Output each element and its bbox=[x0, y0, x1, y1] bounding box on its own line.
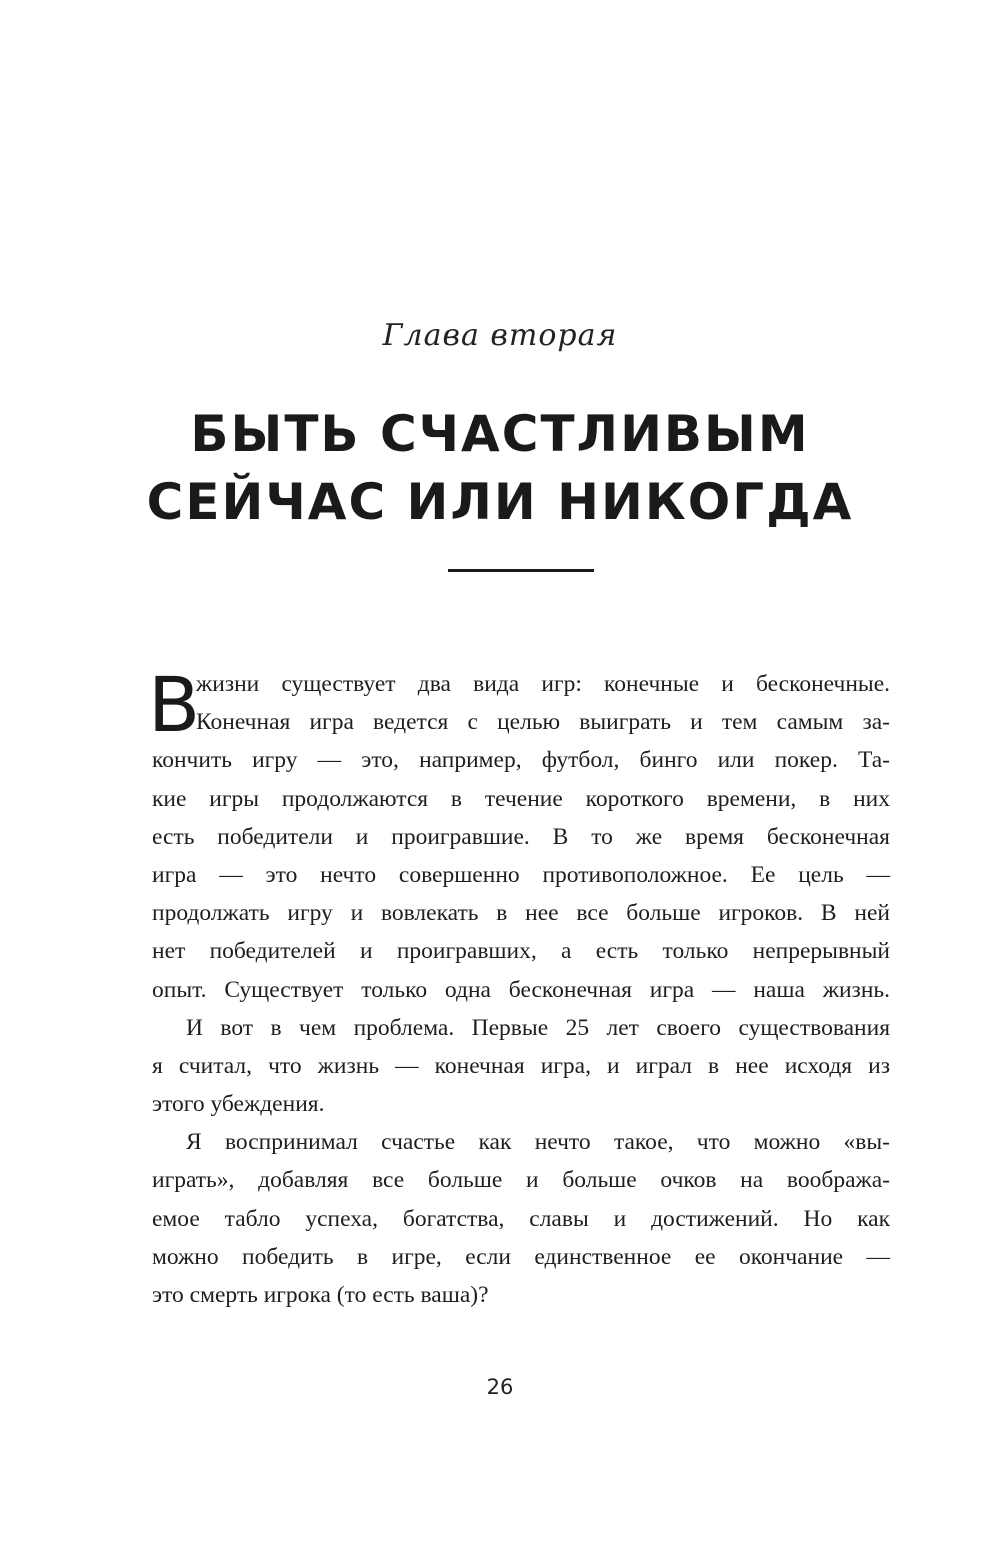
text-line: опыт. Существует только одна бесконечная игра — наша жизнь. bbox=[152, 976, 890, 1003]
chapter-title-line: СЕЙЧАС ИЛИ НИКОГДА bbox=[146, 473, 854, 531]
text-line: емое табло успеха, богатства, славы и достижений. Но как bbox=[152, 1205, 890, 1232]
text-line: кие игры продолжаются в течение короткого времени, в них bbox=[152, 785, 890, 812]
text-line: Я воспринимал счастье как нечто такое, что можно «вы- bbox=[186, 1129, 890, 1156]
text-line: это смерть игрока (то есть ваша)? bbox=[152, 1282, 489, 1308]
text-line: играть», добавляя все больше и больше очков на вообража- bbox=[152, 1167, 890, 1194]
text-line: игра — это нечто совершенно противоположное. Ее цель — bbox=[152, 861, 890, 888]
chapter-label: Глава вторая bbox=[382, 318, 618, 353]
text-line: есть победители и проигравшие. В то же время бесконечная bbox=[152, 823, 890, 850]
text-line: можно победить в игре, если единственное ее окончание — bbox=[152, 1243, 890, 1270]
chapter-title bbox=[0, 400, 1000, 536]
page-number: 26 bbox=[486, 1375, 514, 1399]
chapter-title-line: БЫТЬ СЧАСТЛИВЫМ bbox=[190, 405, 810, 463]
text-line: Конечная игра ведется с целью выиграть и тем самым за- bbox=[196, 709, 890, 736]
text-line: я считал, что жизнь — конечная игра, и играл в нее исходя из bbox=[152, 1052, 890, 1079]
paragraph bbox=[152, 1123, 890, 1314]
text-line: этого убеждения. bbox=[152, 1091, 325, 1118]
text-line: жизни существует два вида игр: конечные и бесконечные. bbox=[196, 671, 890, 697]
body-text bbox=[148, 660, 890, 1314]
title-divider bbox=[448, 569, 594, 572]
text-line: кончить игру — это, например, футбол, бинго или покер. Та- bbox=[152, 747, 890, 774]
text-line: нет победителей и проигравших, а есть только непрерывный bbox=[152, 938, 890, 965]
paragraph bbox=[152, 665, 890, 1009]
text-line: И вот в чем проблема. Первые 25 лет своего существования bbox=[186, 1014, 890, 1041]
paragraph bbox=[152, 1009, 890, 1124]
drop-cap: В bbox=[148, 660, 201, 749]
text-line: продолжать игру и вовлекать в нее все больше игроков. В ней bbox=[152, 900, 890, 927]
